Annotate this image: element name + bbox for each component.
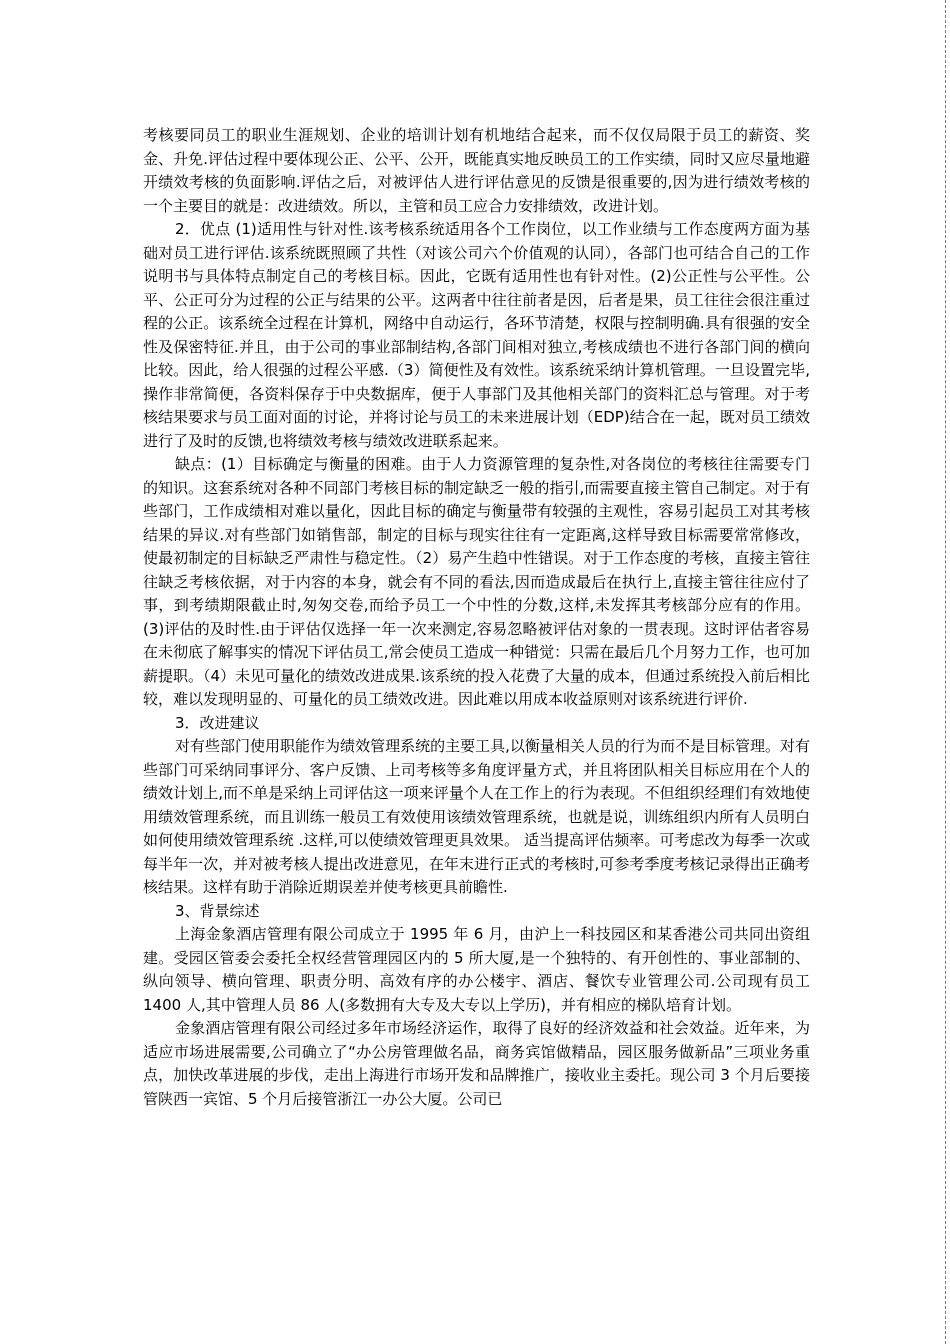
paragraph-improvement: 对有些部门使用职能作为绩效管理系统的主要工具,以衡量相关人员的行为而不是目标管理。对有些部门可采纳同事评分、客户反馈、上司考核等多角度评量方式，并且将团队相关目标应用在个人的绩效计划上,而不单是采纳上司评估这一项来评量个人在工作上的行为表现。不但组织经理们有效地使用绩效管理系统，而且训练一般员工有效使用该绩效管理系统，也就是说，训练组织内所有人员明白如何使用绩效管理系统 .这样,可以使绩效管理更具效果。 适当提高评估频率。可考虑改为每季一次或每半年一次，并对被考核人提出改进意见，在年末进行正式的考核时,可参考季度考核记录得出正确考核结果。这样有助于消除近期误差并使考核更具前瞻性. — [143, 737, 810, 896]
paragraph-company-intro: 上海金象酒店管理有限公司成立于 1995 年 6 月，由沪上一科技园区和某香港公司共同出资组建。受园区管委会委托全权经营管理园区内的 5 所大厦,是一个独特的、有开创性的、事业部制的、纵向领导、横向管理、职责分明、高效有序的办公楼宇、酒店、餐饮专业管理公司.公司现有员工 1400 人,其中管理人员 86 人(多数拥有大专及大专以上学历)，并有相应的梯队培育计划。 — [143, 925, 810, 1014]
page-edge-dashed-line — [945, 0, 946, 1344]
document-page — [143, 124, 810, 1111]
heading-improvement-suggestions: 3．改进建议 — [175, 713, 260, 732]
paragraph-advantages: 2．优点 (1)适用性与针对性.该考核系统适用各个工作岗位，以工作业绩与工作态度两方面为基础对员工进行评估.该系统既照顾了共性（对该公司六个价值观的认同），各部门也可结合自己的工作说明书与具体特点制定自己的考核目标。因此，它既有适用性也有针对性。(2)公正性与公平性。公平、公正可分为过程的公正与结果的公平。这两者中往往前者是因，后者是果，员工往往会很注重过程的公正。该系统全过程在计算机，网络中自动运行，各环节清楚，权限与控制明确.具有很强的安全性及保密特征.并且，由于公司的事业部制结构,各部门间相对独立,考核成绩也不进行各部门间的横向比较。因此，给人很强的过程公平感.（3）简便性及有效性。该系统采纳计算机管理。一旦设置完毕,操作非常简便，各资料保存于中央数据库，便于人事部门及其他相关部门的资料汇总与管理。对于考核结果要求与员工面对面的讨论，并将讨论与员工的未来进展计划（EDP)结合在一起，既对员工绩效进行了及时的反馈,也将绩效考核与绩效改进联系起来。 — [143, 220, 810, 450]
paragraph-intro: 考核要同员工的职业生涯规划、企业的培训计划有机地结合起来，而不仅仅局限于员工的薪资、奖金、升免.评估过程中要体现公正、公平、公开，既能真实地反映员工的工作实绩，同时又应尽量地避开绩效考核的负面影响.评估之后，对被评估人进行评估意见的反馈是很重要的,因为进行绩效考核的一个主要目的就是：改进绩效。所以，主管和员工应合力安排绩效，改进计划。 — [143, 126, 810, 215]
paragraph-disadvantages: 缺点：(1）目标确定与衡量的困难。由于人力资源管理的复杂性,对各岗位的考核往往需要专门的知识。这套系统对各种不同部门考核目标的制定缺乏一般的指引,而需要直接主管自己制定。对于有些部门，工作成绩相对难以量化，因此目标的确定与衡量带有较强的主观性，容易引起员工对其考核结果的异议.对有些部门如销售部，制定的目标与现实往往有一定距离,这样导致目标需要常常修改，使最初制定的目标缺乏严肃性与稳定性。（2）易产生趋中性错误。对于工作态度的考核，直接主管往往缺乏考核依据，对于内容的本身，就会有不同的看法,因而造成最后在执行上,直接主管往往应付了事，到考绩期限截止时,匆匆交卷,而给予员工一个中性的分数,这样,未发挥其考核部分应有的作用。(3)评估的及时性.由于评估仅选择一年一次来测定,容易忽略被评估对象的一贯表现。这时评估者容易在未彻底了解事实的情况下评估员工,常会使员工造成一种错觉：只需在最后几个月努力工作，也可加薪提职。（4）未见可量化的绩效改进成果.该系统的投入花费了大量的成本，但通过系统投入前后相比较，难以发现明显的、可量化的员工绩效改进。因此难以用成本收益原则对该系统进行评价. — [143, 455, 810, 708]
paragraph-company-development: 金象酒店管理有限公司经过多年市场经济运作，取得了良好的经济效益和社会效益。近年来，为适应市场进展需要,公司确立了“办公房管理做名品，商务宾馆做精品，园区服务做新品”三项业务重点，加快改革进展的步伐，走出上海进行市场开发和品牌推广，接收业主委托。现公司 3 个月后要接管陕西一宾馆、5 个月后接管浙江一办公大厦。公司已 — [143, 1019, 810, 1108]
heading-background: 3、背景综述 — [175, 901, 260, 920]
